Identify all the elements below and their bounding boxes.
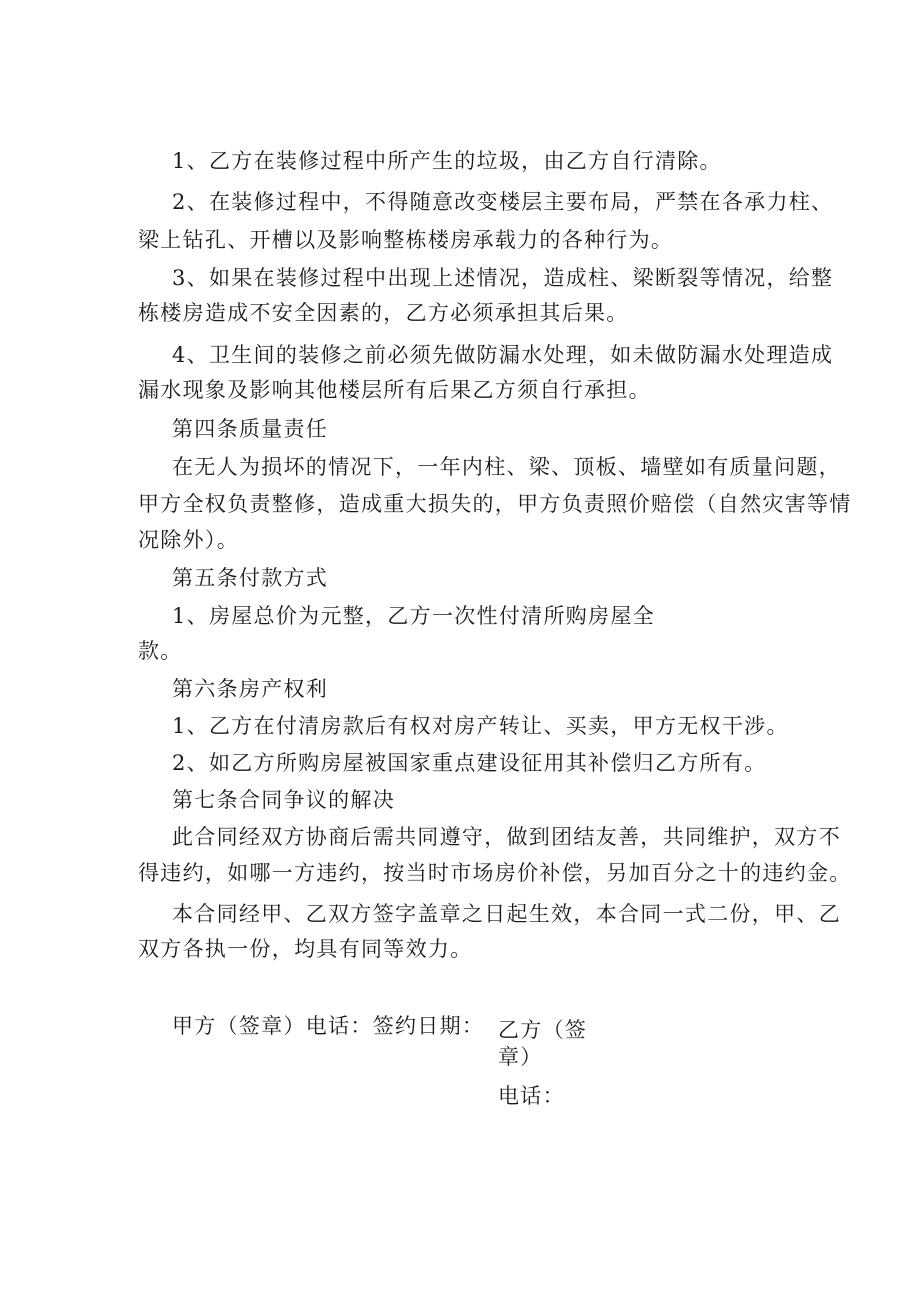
party-a-signature: 甲方（签章）电话：签约日期：	[172, 1014, 485, 1038]
clause-line: 漏水现象及影响其他楼层所有后果乙方须自行承担。	[138, 378, 651, 402]
clause-line: 4、卫生间的装修之前必须先做防漏水处理，如未做防漏水处理造成	[172, 343, 834, 367]
party-b-phone: 电话：	[498, 1084, 565, 1108]
party-b-signature-line1: 乙方（签	[498, 1018, 588, 1042]
party-b-signature-line2: 章）	[498, 1045, 543, 1069]
clause-line: 2、在装修过程中，不得随意改变楼层主要布局，严禁在各承力柱、	[172, 190, 834, 214]
clause-line: 甲方全权负责整修，造成重大损失的，甲方负责照价赔偿（自然灾害等情	[138, 492, 852, 516]
clause-line: 双方各执一份，均具有同等效力。	[138, 937, 473, 961]
clause-line: 1、乙方在付清房款后有权对房产转让、买卖，甲方无权干涉。	[172, 714, 789, 738]
section-heading: 第四条质量责任	[172, 417, 329, 441]
clause-line: 得违约，如哪一方违约，按当时市场房价补偿，另加百分之十的违约金。	[138, 861, 852, 885]
clause-line: 梁上钻孔、开槽以及影响整栋楼房承载力的各种行为。	[138, 228, 674, 252]
clause-line: 款。	[138, 639, 183, 663]
clause-line: 况除外）。	[138, 528, 239, 552]
section-heading: 第六条房产权利	[172, 677, 329, 701]
clause-line: 栋楼房造成不安全因素的，乙方必须承担其后果。	[138, 301, 629, 325]
clause-line: 1、房屋总价为元整，乙方一次性付清所购房屋全	[172, 604, 655, 628]
clause-line: 本合同经甲、乙双方签字盖章之日起生效，本合同一式二份，甲、乙	[172, 902, 841, 926]
clause-line: 1、乙方在装修过程中所产生的垃圾，由乙方自行清除。	[172, 149, 722, 173]
clause-line: 3、如果在装修过程中出现上述情况，造成柱、梁断裂等情况，给整	[172, 266, 834, 290]
clause-line: 2、如乙方所购房屋被国家重点建设征用其补偿归乙方所有。	[172, 751, 767, 775]
clause-line: 在无人为损坏的情况下，一年内柱、梁、顶板、墙壁如有质量问题，	[172, 455, 841, 479]
section-heading: 第五条付款方式	[172, 566, 329, 590]
section-heading: 第七条合同争议的解决	[172, 788, 395, 812]
clause-line: 此合同经双方协商后需共同遵守，做到团结友善，共同维护，双方不	[172, 825, 841, 849]
